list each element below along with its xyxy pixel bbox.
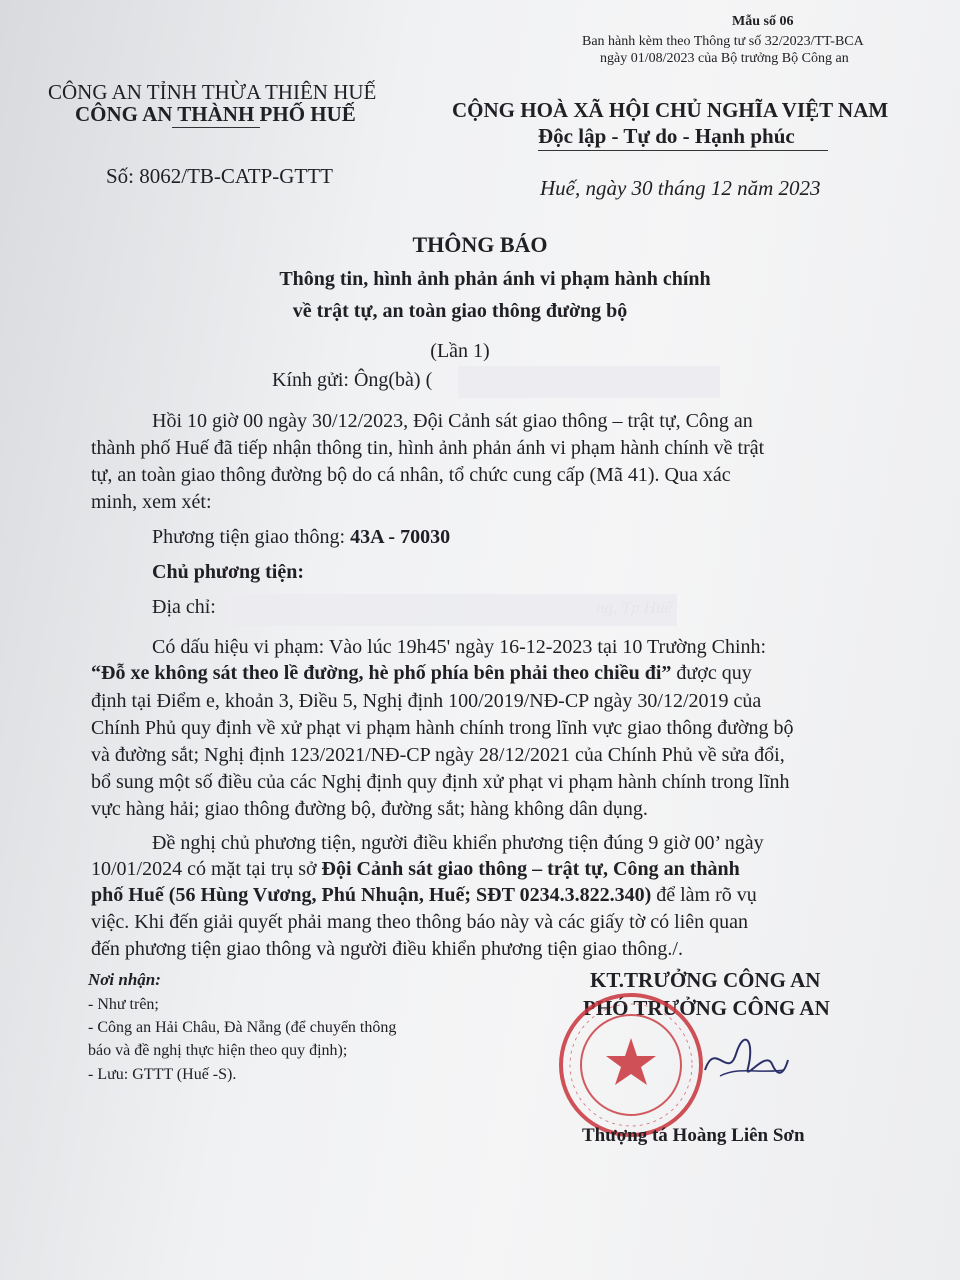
signer-name: Thượng tá Hoàng Liên Sơn <box>582 1125 805 1146</box>
redaction-address <box>232 594 677 626</box>
recipient-line: Kính gửi: Ông(bà) ( <box>272 369 433 391</box>
recipients-title: Nơi nhận: <box>88 970 161 989</box>
document-title: THÔNG BÁO <box>412 232 548 257</box>
signature-title-2: PHÓ TRƯỞNG CÔNG AN <box>583 996 830 1020</box>
request-office-address: phố Huế (56 Hùng Vương, Phú Nhuận, Huế; SĐT 0234.3.822.340) <box>91 884 652 906</box>
agency-name: CÔNG AN THÀNH PHỐ HUẾ <box>75 102 356 126</box>
violation-quote-line <box>91 662 752 685</box>
violation-line-4: Chính Phủ quy định về xử phạt vi phạm hành chính trong lĩnh vực giao thông đường bộ <box>91 717 794 739</box>
signature-title-1: KT.TRƯỞNG CÔNG AN <box>590 968 821 992</box>
form-reference-line2: ngày 01/08/2023 của Bộ trưởng Bộ Công an <box>600 51 849 66</box>
document-number: Số: 8062/TB-CATP-GTTT <box>106 164 333 188</box>
document-subtitle-1: Thông tin, hình ảnh phản ánh vi phạm hành chính <box>279 268 711 290</box>
request-office-name: Đội Cảnh sát giao thông – trật tự, Công an thành <box>321 858 740 880</box>
paragraph-1-line-1: Hồi 10 giờ 00 ngày 30/12/2023, Đội Cảnh sát giao thông – trật tự, Công an <box>152 410 753 432</box>
agency-underline <box>172 127 260 128</box>
nation-title: CỘNG HOÀ XÃ HỘI CHỦ NGHĨA VIỆT NAM <box>452 98 889 122</box>
violation-line-6: bổ sung một số điều của các Nghị định quy định xử phạt vi phạm hành chính trong lĩnh <box>91 771 790 793</box>
form-reference-line1: Ban hành kèm theo Thông tư số 32/2023/TT-BCA <box>582 34 864 49</box>
request-line-5: đến phương tiện giao thông và người điều khiển phương tiện giao thông./. <box>91 938 683 960</box>
signature-scribble-icon <box>700 1030 790 1090</box>
paragraph-1-line-3: tự, an toàn giao thông đường bộ do cá nhân, tổ chức cung cấp (Mã 41). Qua xác <box>91 464 731 486</box>
owner-label: Chủ phương tiện: <box>152 561 305 583</box>
recipient-item-2: - Công an Hải Châu, Đà Nẵng (để chuyển thông <box>88 1019 397 1036</box>
violation-intro: Có dấu hiệu vi phạm: Vào lúc 19h45' ngày 16-12-2023 tại 10 Trường Chinh: <box>152 636 767 658</box>
vehicle-label: Phương tiện giao thông: <box>152 526 351 548</box>
request-line-4: việc. Khi đến giải quyết phải mang theo thông báo này và các giấy tờ có liên quan <box>91 911 749 933</box>
nation-motto: Độc lập - Tự do - Hạnh phúc <box>538 124 795 148</box>
request-line-2-start: 10/01/2024 có mặt tại trụ sở <box>91 858 322 880</box>
motto-underline <box>538 150 828 151</box>
recipient-item-4: - Lưu: GTTT (Huế -S). <box>88 1066 237 1083</box>
redaction-name <box>458 366 720 398</box>
request-line-3 <box>91 884 757 907</box>
document-subtitle-3: (Lần 1) <box>430 340 490 362</box>
recipient-item-1: - Như trên; <box>88 996 159 1013</box>
request-line-1: Đề nghị chủ phương tiện, người điều khiển phương tiện đúng 9 giờ 00’ ngày <box>152 832 764 854</box>
vehicle-plate: 43A - 70030 <box>350 526 451 548</box>
vehicle-line <box>152 526 450 549</box>
violation-line-3: định tại Điểm e, khoản 3, Điều 5, Nghị định 100/2019/NĐ-CP ngày 30/12/2019 của <box>91 690 762 712</box>
violation-line-5: và đường sắt; Nghị định 123/2021/NĐ-CP ngày 28/12/2021 của Chính Phủ về sửa đổi, <box>91 744 785 766</box>
request-line-2 <box>91 858 740 881</box>
agency-parent: CÔNG AN TỈNH THỪA THIÊN HUẾ <box>48 80 377 104</box>
request-line-3-end: để làm rõ vụ <box>651 884 757 906</box>
form-number: Mẫu số 06 <box>732 14 794 29</box>
recipient-item-3: báo và đề nghị thực hiện theo quy định); <box>88 1042 348 1059</box>
violation-line-7: vực hàng hải; giao thông đường bộ, đường sắt; hàng không dân dụng. <box>91 798 648 820</box>
paragraph-1-line-4: minh, xem xét: <box>91 491 212 513</box>
violation-after-quote: được quy <box>671 662 752 684</box>
place-date: Huế, ngày 30 tháng 12 năm 2023 <box>540 176 821 200</box>
violation-quote: “Đỗ xe không sát theo lề đường, hè phố phía bên phải theo chiều đi” <box>91 662 672 684</box>
paragraph-1-line-2: thành phố Huế đã tiếp nhận thông tin, hình ảnh phản ánh vi phạm hành chính về trật <box>91 437 765 459</box>
address-label: Địa chỉ: <box>152 596 216 618</box>
document-subtitle-2: về trật tự, an toàn giao thông đường bộ <box>292 300 628 322</box>
